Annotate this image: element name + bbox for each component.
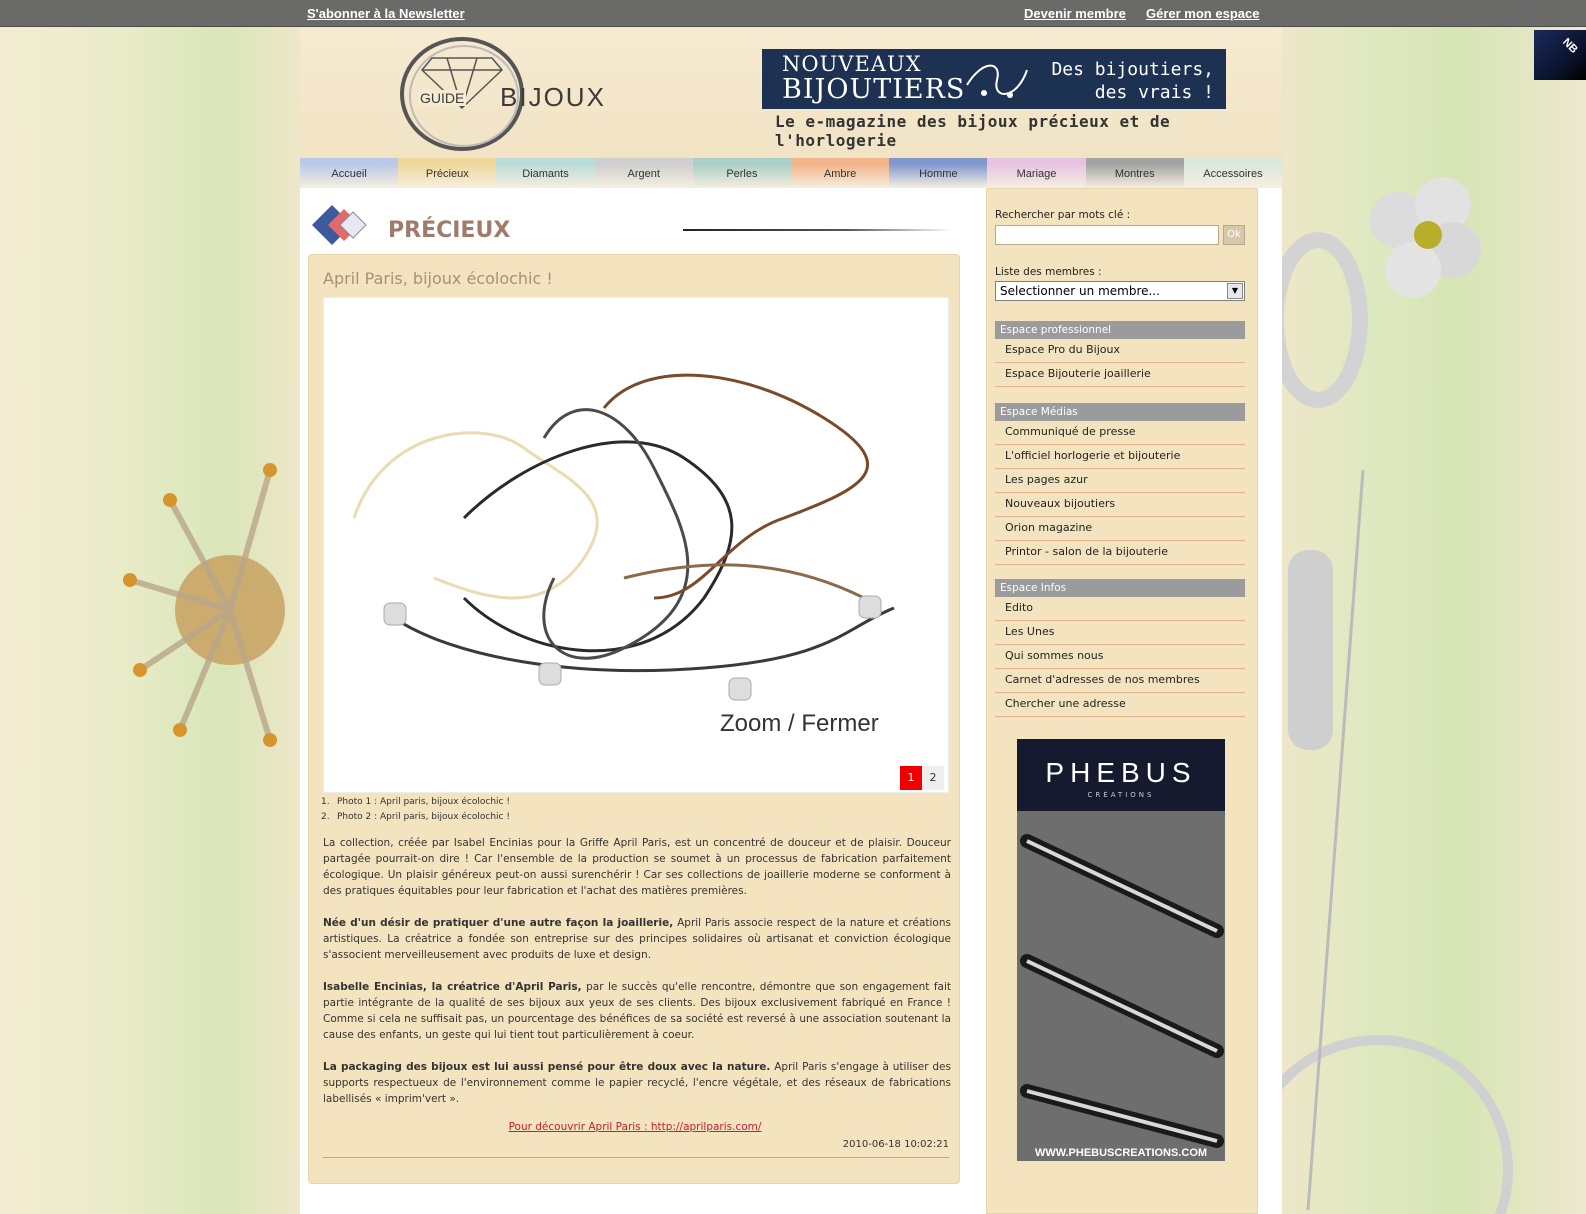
nav-item-4[interactable]: Perles <box>693 158 791 188</box>
article-photo[interactable] <box>323 297 949 793</box>
sidebar-link[interactable]: Les pages azur <box>995 469 1245 493</box>
section-title: PRÉCIEUX <box>388 218 511 243</box>
banner-slogan-line2: des vrais ! <box>1094 82 1214 103</box>
sidebar-link[interactable]: Nouveaux bijoutiers <box>995 493 1245 517</box>
caption-number: 2. <box>321 812 330 822</box>
caption-text: Photo 1 : April paris, bijoux écolochic ! <box>337 797 510 807</box>
corner-badge-label: NB <box>1560 36 1580 56</box>
caption-item[interactable] <box>321 810 510 825</box>
sidebar-group <box>995 321 1245 387</box>
nav-item-0[interactable]: Accueil <box>300 158 398 188</box>
sidebar-link[interactable]: Espace Pro du Bijoux <box>995 339 1245 363</box>
main-area <box>300 188 1282 1214</box>
sidebar-group-header: Espace Médias <box>995 403 1245 421</box>
decorative-sun-jewel <box>110 440 300 760</box>
members-label: Liste des membres : <box>995 266 1102 278</box>
pager-page-1[interactable]: 1 <box>900 766 922 790</box>
paragraph-1: La collection, créée par Isabel Encinias pour la Griffe April Paris, est un concentré de douceur et de plaisir. Douceur partagée pourrait-on dire ! Car l'ensemble de la production se soumet à un processus de fabrication parfaitement écologique. Un plaisir généreux peut-on aussi surenchérir ! Car ses collections de joaillerie moderne se conforment à des pratiques équitables pour leur fabrication et l'achat des matières premières. <box>323 837 951 897</box>
top-bar <box>0 0 1586 27</box>
nav-item-8[interactable]: Montres <box>1086 158 1184 188</box>
nav-item-1[interactable]: Précieux <box>398 158 496 188</box>
sidebar-link[interactable]: Chercher une adresse <box>995 693 1245 717</box>
paragraph-4 <box>323 1059 951 1107</box>
sidebar-link[interactable]: Orion magazine <box>995 517 1245 541</box>
paragraph-3-text: par le succès qu'elle rencontre, démontre que son engagement fait partie intégrante de la qualité de ses bijoux aux yeux de ses clients. Des bijoux exclusivement fabriqué en France ! Comme si cela ne suffisait pas, un pourcentage des bénéfices de sa société est reversé à une association soutenant la cause des enfants, un geste qui lui tient tout particulièrement à coeur. <box>323 981 951 1041</box>
article-body <box>323 835 951 1123</box>
bracelet-image <box>1017 811 1225 1161</box>
zoom-close-link[interactable]: Zoom / Fermer <box>720 710 879 737</box>
decorative-ring-jewels <box>1268 150 1586 1214</box>
tagline: Le e-magazine des bijoux précieux et de l'horlogerie <box>775 112 1171 150</box>
photo-pager <box>900 766 944 790</box>
ad-sub: CRÉATIONS <box>1087 791 1155 799</box>
banner-slogan-line1: Des bijoutiers, <box>1051 59 1214 80</box>
members-select-value: Selectionner un membre... <box>1000 284 1160 298</box>
paragraph-2-text: April Paris associe respect de la nature et créations artistiques. La créatrice a fondée son entreprise sur des principes solidaires où artisanat et conviction écologique s'associent merveilleusement avec produits de luxe et design. <box>323 917 951 961</box>
sidebar-group <box>995 403 1245 565</box>
article-date: 2010-06-18 10:02:21 <box>842 1139 949 1150</box>
paragraph-3 <box>323 979 951 1043</box>
sidebar-link[interactable]: Printor - salon de la bijouterie <box>995 541 1245 565</box>
paragraph-2-lead: Née d'un désir de pratiquer d'une autre façon la joaillerie, <box>323 917 674 929</box>
corner-badge[interactable] <box>1534 30 1586 80</box>
nav-item-3[interactable]: Argent <box>595 158 693 188</box>
sidebar-link[interactable]: Communiqué de presse <box>995 421 1245 445</box>
section-diamonds-icon <box>310 200 380 250</box>
article-title: April Paris, bijoux écolochic ! <box>323 269 553 288</box>
caption-number: 1. <box>321 797 330 807</box>
nav-item-2[interactable]: Diamants <box>496 158 594 188</box>
become-member-link[interactable]: Devenir membre <box>1024 6 1126 21</box>
paragraph-3-lead: Isabelle Encinias, la créatrice d'April Paris, <box>323 981 582 993</box>
photo-captions <box>321 795 510 825</box>
section-header <box>308 198 958 258</box>
caption-item[interactable] <box>321 795 510 810</box>
sidebar-link[interactable]: Carnet d'adresses de nos membres <box>995 669 1245 693</box>
phebus-ad[interactable] <box>1017 739 1225 1161</box>
sidebar-link[interactable]: Edito <box>995 597 1245 621</box>
search-ok-button[interactable]: Ok <box>1223 225 1245 245</box>
banner-slogan <box>1051 58 1214 104</box>
sidebar-group <box>995 579 1245 717</box>
logo-guide-text: GUIDE <box>420 90 465 106</box>
article <box>308 254 960 1184</box>
sidebar-link[interactable]: Espace Bijouterie joaillerie <box>995 363 1245 387</box>
ad-brand: PHEBUS <box>1017 739 1225 811</box>
sidebar-group-header: Espace Infos <box>995 579 1245 597</box>
paragraph-4-text: April Paris s'engage à utiliser des supports respectueux de l'environnement comme le papier recyclé, l'encre végétale, et des réseaux de fabrications labellisés « imprim'vert ». <box>323 1061 951 1105</box>
sidebar-link[interactable]: Qui sommes nous <box>995 645 1245 669</box>
main-nav <box>300 158 1282 188</box>
nav-item-6[interactable]: Homme <box>889 158 987 188</box>
logo-bijoux-text: BIJOUX <box>500 82 606 112</box>
header <box>300 28 1282 158</box>
members-select[interactable] <box>995 281 1245 301</box>
chevron-down-icon[interactable]: ▼ <box>1227 283 1243 299</box>
sidebar-link[interactable]: Les Unes <box>995 621 1245 645</box>
nav-item-5[interactable]: Ambre <box>791 158 889 188</box>
manage-space-link[interactable]: Gérer mon espace <box>1146 6 1260 21</box>
ad-url: WWW.PHEBUSCREATIONS.COM <box>1034 1147 1208 1159</box>
signature-icon <box>962 55 1032 103</box>
paragraph-4-lead: La packaging des bijoux est lui aussi pensé pour être doux avec la nature. <box>323 1061 771 1073</box>
banner-line2: BIJOUTIERS <box>782 74 966 105</box>
pager-page-2[interactable]: 2 <box>922 766 944 790</box>
caption-text: Photo 2 : April paris, bijoux écolochic ! <box>337 812 510 822</box>
newsletter-link[interactable]: S'abonner à la Newsletter <box>307 6 465 21</box>
page-wrapper <box>300 28 1282 1214</box>
discover-wrap <box>309 1121 961 1133</box>
section-divider <box>683 229 953 231</box>
search-label: Rechercher par mots clé : <box>995 209 1131 221</box>
banner-line1: NOUVEAUX <box>782 52 922 76</box>
search-input[interactable] <box>995 225 1219 245</box>
discover-link[interactable]: Pour découvrir April Paris : http://aprilparis.com/ <box>508 1121 762 1133</box>
article-divider <box>323 1157 949 1158</box>
sidebar <box>986 188 1258 1214</box>
nav-item-9[interactable]: Accessoires <box>1184 158 1282 188</box>
paragraph-2 <box>323 915 951 963</box>
nav-item-7[interactable]: Mariage <box>987 158 1085 188</box>
nouveaux-bijoutiers-banner[interactable] <box>762 49 1226 109</box>
sidebar-group-header: Espace professionnel <box>995 321 1245 339</box>
sidebar-link[interactable]: L'officiel horlogerie et bijouterie <box>995 445 1245 469</box>
